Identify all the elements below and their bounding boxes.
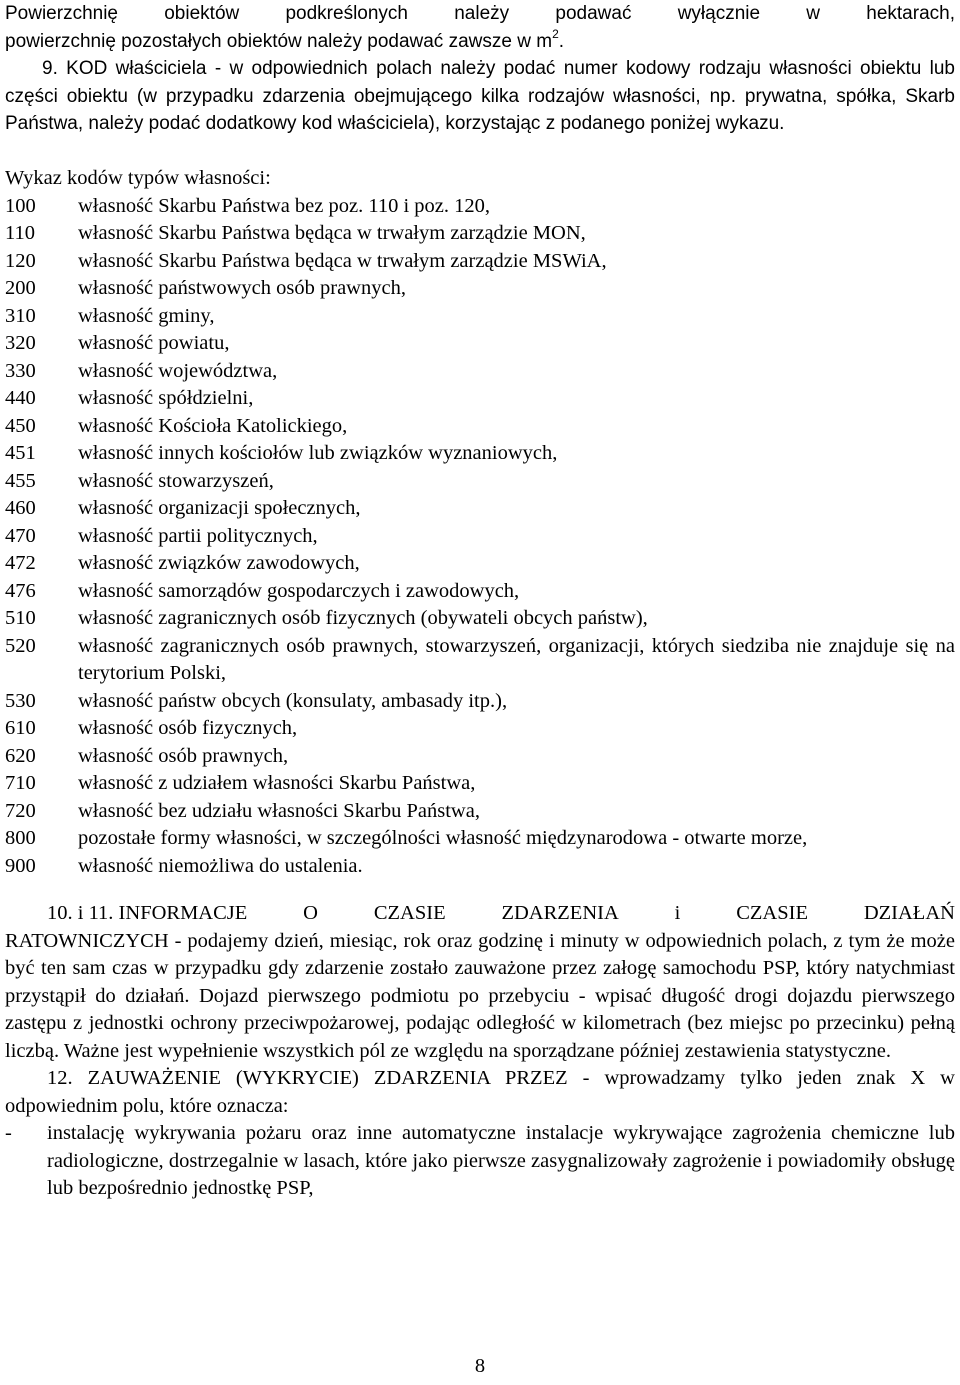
code-number: 460 <box>5 497 36 519</box>
code-row <box>5 275 955 303</box>
intro-line-2-end: . <box>558 30 565 52</box>
bullet-dash: - <box>5 1122 12 1144</box>
code-row <box>5 770 955 798</box>
intro-paragraph-end <box>5 28 955 56</box>
code-description: własność bez udziału własności Skarbu Państwa, <box>78 799 480 822</box>
bullet-text: instalację wykrywania pożaru oraz inne automatyczne instalacje wykrywające zagrożenia chemiczne lub radiologiczne, dostrzegalnie w lasach, które jako pierwsze zasygnalizowały zagrożenie i powiadomiły obsługę lub bezpośrednio jednostkę PSP, <box>47 1122 955 1199</box>
code-description: własność gminy, <box>78 304 215 327</box>
section-9-text: 9. KOD właściciela - w odpowiednich polach należy podać numer kodowy rodzaju własności obiektu lub części obiektu (w przypadku zdarzenia obejmującego kilka rodzajów własności, np. prywatna, spółka, Skarb Państwa, należy podać dodatkowy kod właściciela), korzystając z podanego poniżej wykazu. <box>5 58 955 134</box>
code-description: własność stowarzyszeń, <box>78 469 274 492</box>
code-row <box>5 825 955 853</box>
code-number: 476 <box>5 579 36 602</box>
section-10-body: RATOWNICZYCH - podajemy dzień, miesiąc, rok oraz godzinę i minuty w odpowiednich polach, z tym że może być ten sam czas w przypadku gdy zdarzenie zostało zauważone przez załogę samochodu PSP, który natychmiast przystąpił do działań. Dojazd pierwszego podmiotu po przebyciu - wpisać długość drogi dojazdu pierwszego zastępu z jednostki ochrony przeciwpożarowej, podając odległość w kilometrach (bez miejsc po przecinku) pełną liczbą. Ważne jest wypełnienie wszystkich pól ze względu na sporządzane później zestawienia statystyczne. <box>5 929 955 1062</box>
code-row <box>5 798 955 826</box>
code-row <box>5 358 955 386</box>
code-row <box>5 633 955 688</box>
code-row <box>5 440 955 468</box>
intro-paragraph <box>5 0 955 28</box>
code-row <box>5 853 955 881</box>
code-number: 520 <box>5 634 36 657</box>
code-description: własność zagranicznych osób fizycznych (obywateli obcych państw), <box>78 607 648 629</box>
code-row <box>5 468 955 496</box>
code-number: 710 <box>5 772 36 794</box>
spacer <box>5 138 955 166</box>
code-description: własność województwa, <box>78 359 278 382</box>
code-row <box>5 193 955 221</box>
code-number: 900 <box>5 854 36 877</box>
code-number: 470 <box>5 524 36 547</box>
code-description: własność zagranicznych osób prawnych, stowarzyszeń, organizacji, których siedziba nie znajduje się na terytorium Polski, <box>78 634 955 684</box>
code-row <box>5 248 955 276</box>
code-description: własność państw obcych (konsulaty, ambasady itp.), <box>78 689 508 712</box>
code-row <box>5 495 955 523</box>
code-row <box>5 330 955 358</box>
code-description: własność państwowych osób prawnych, <box>78 277 406 299</box>
code-row <box>5 578 955 606</box>
spacer <box>5 880 955 900</box>
section-10-heading-word: CZASIE <box>736 902 808 924</box>
code-number: 720 <box>5 799 36 822</box>
code-number: 472 <box>5 552 36 574</box>
code-number: 530 <box>5 689 36 712</box>
code-number: 451 <box>5 442 36 464</box>
section-12-text: 12. ZAUWAŻENIE (WYKRYCIE) ZDARZENIA PRZEZ - wprowadzamy tylko jeden znak X w odpowiednim polu, które oznacza: <box>5 1067 955 1117</box>
code-description: własność powiatu, <box>78 332 230 354</box>
code-description: własność spółdzielni, <box>78 387 254 409</box>
code-number: 200 <box>5 277 36 299</box>
code-number: 455 <box>5 469 36 492</box>
code-row <box>5 688 955 716</box>
code-number: 450 <box>5 414 36 437</box>
bullet-item <box>5 1120 955 1203</box>
document-page <box>5 0 955 1203</box>
code-description: własność Skarbu Państwa będąca w trwałym zarządzie MSWiA, <box>78 249 607 272</box>
code-row <box>5 413 955 441</box>
section-10-heading-word: DZIAŁAŃ <box>863 902 955 924</box>
section-10-heading <box>5 900 955 928</box>
code-row <box>5 523 955 551</box>
codes-title: Wykaz kodów typów własności: <box>5 167 271 189</box>
code-row <box>5 605 955 633</box>
code-description: własność Skarbu Państwa bez poz. 110 i poz. 120, <box>78 194 491 217</box>
intro-line-2: powierzchnię pozostałych obiektów należy podawać zawsze w m <box>5 30 553 52</box>
code-description: własność z udziałem własności Skarbu Państwa, <box>78 772 476 794</box>
superscript-2: 2 <box>552 26 559 41</box>
code-description: własność Kościoła Katolickiego, <box>78 414 348 437</box>
code-number: 620 <box>5 744 36 767</box>
code-number: 610 <box>5 717 36 739</box>
code-row <box>5 303 955 331</box>
code-description: własność związków zawodowych, <box>78 552 360 574</box>
code-row <box>5 550 955 578</box>
code-description: pozostałe formy własności, w szczególności własność międzynarodowa - otwarte morze, <box>78 827 808 849</box>
code-number: 120 <box>5 249 36 272</box>
ownership-codes-list <box>5 193 955 881</box>
code-number: 330 <box>5 359 36 382</box>
section-10-heading-word: O <box>303 902 318 924</box>
code-description: własność niemożliwa do ustalenia. <box>78 854 363 877</box>
code-row <box>5 715 955 743</box>
section-10-heading-word: 10. i 11. INFORMACJE <box>47 902 248 924</box>
section-10-heading-word: i <box>674 902 681 924</box>
code-description: własność organizacji społecznych, <box>78 497 361 519</box>
code-number: 320 <box>5 332 36 354</box>
code-description: własność osób prawnych, <box>78 744 289 767</box>
code-row <box>5 220 955 248</box>
intro-line-1: Powierzchnię obiektów podkreślonych należy podawać wyłącznie w hektarach, <box>5 3 955 24</box>
section-12-bullets <box>5 1120 955 1203</box>
code-description: własność partii politycznych, <box>78 524 318 547</box>
code-number: 440 <box>5 387 36 409</box>
code-description: własność samorządów gospodarczych i zawodowych, <box>78 579 520 602</box>
section-9-paragraph <box>5 55 955 138</box>
code-row <box>5 385 955 413</box>
section-12-paragraph <box>5 1065 955 1120</box>
code-description: własność innych kościołów lub związków wyznaniowych, <box>78 442 558 464</box>
code-description: własność Skarbu Państwa będąca w trwałym zarządzie MON, <box>78 222 586 244</box>
section-10-heading-word: CZASIE <box>373 902 446 924</box>
code-row <box>5 743 955 771</box>
code-number: 110 <box>5 222 35 244</box>
code-number: 800 <box>5 827 36 849</box>
code-description: własność osób fizycznych, <box>78 717 298 739</box>
page-number: 8 <box>474 1355 486 1377</box>
code-number: 510 <box>5 607 36 629</box>
section-10-heading-word: ZDARZENIA <box>501 902 619 924</box>
code-number: 310 <box>5 304 36 327</box>
code-number: 100 <box>5 194 36 217</box>
